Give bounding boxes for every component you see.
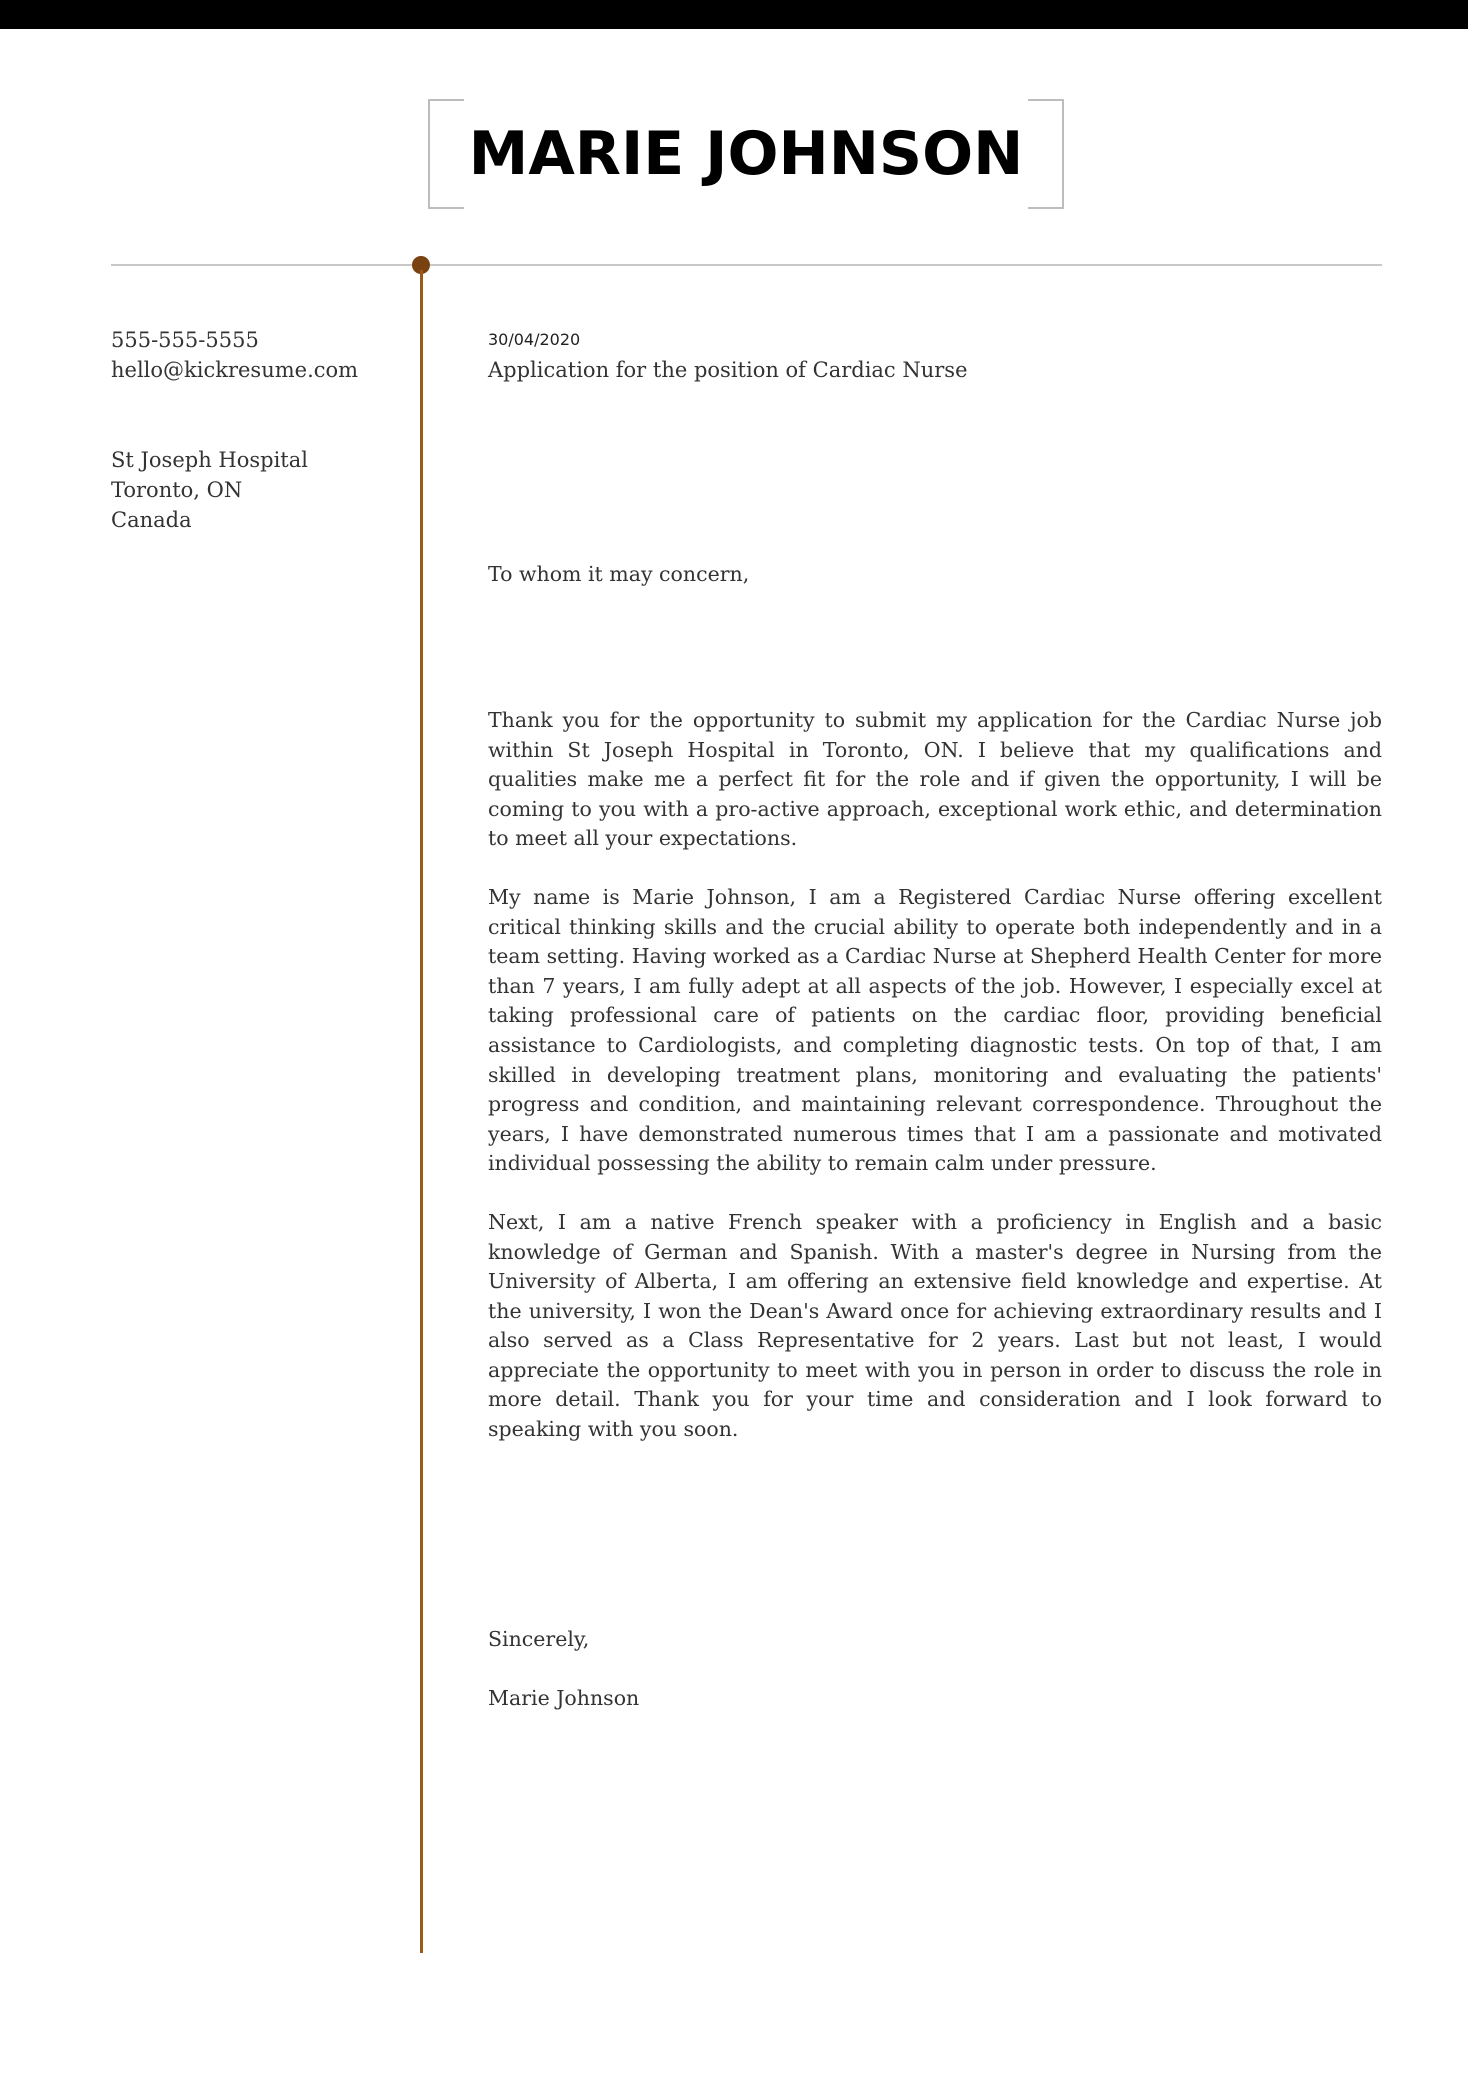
recipient-block [111, 445, 391, 535]
top-bar [0, 0, 1468, 29]
paragraph-2: My name is Marie Johnson, I am a Registered Cardiac Nurse offering excellent critical thinking skills and the crucial ability to operate both independently and in a team setting. Having worked as a Cardiac Nurse at Shepherd Health Center for more than 7 years, I am fully adept at all aspects of the job. However, I especially excel at taking professional care of patients on the cardiac floor, providing beneficial assistance to Cardiologists, and completing diagnostic tests. On top of that, I am skilled in developing treatment plans, monitoring and evaluating the patients' progress and condition, and maintaining relevant correspondence. Throughout the years, I have demonstrated numerous times that I am a passionate and motivated individual possessing the ability to remain calm under pressure. [488, 884, 1382, 1176]
contact-block [111, 325, 391, 385]
letter-subject: Application for the position of Cardiac Nurse [488, 358, 968, 382]
recipient-organization: St Joseph Hospital [111, 448, 308, 472]
paragraph-1: Thank you for the opportunity to submit my application for the Cardiac Nurse job within St Joseph Hospital in Toronto, ON. I believe that my qualifications and qualities make me a perfect fit for the role and if given the opportunity, I will be coming to you with a pro-active approach, exceptional work ethic, and determination to meet all your expectations. [488, 708, 1382, 851]
applicant-name: MARIE JOHNSON [468, 119, 1024, 189]
name-header [428, 99, 1064, 209]
timeline-line [420, 270, 423, 1953]
letter-date: 30/04/2020 [488, 330, 581, 349]
phone-number: 555-555-5555 [111, 328, 259, 352]
header-divider [111, 264, 1382, 266]
paragraph-3: Next, I am a native French speaker with a proficiency in English and a basic knowledge of German and Spanish. With a master's degree in Nursing from the University of Alberta, I am offering an extensive field knowledge and expertise. At the university, I won the Dean's Award once for achieving extraordinary results and I also served as a Class Representative for 2 years. Last but not least, I would appreciate the opportunity to meet with you in person in order to discuss the role in more detail. Thank you for your time and consideration and I look forward to speaking with you soon. [488, 1209, 1382, 1442]
letter-body [488, 325, 1382, 1713]
recipient-country: Canada [111, 508, 192, 532]
email-address: hello@kickresume.com [111, 358, 359, 382]
sidebar [111, 325, 391, 535]
salutation: To whom it may concern, [488, 562, 750, 586]
recipient-city: Toronto, ON [111, 478, 243, 502]
signature-name: Marie Johnson [488, 1685, 640, 1710]
closing: Sincerely, [488, 1626, 590, 1651]
